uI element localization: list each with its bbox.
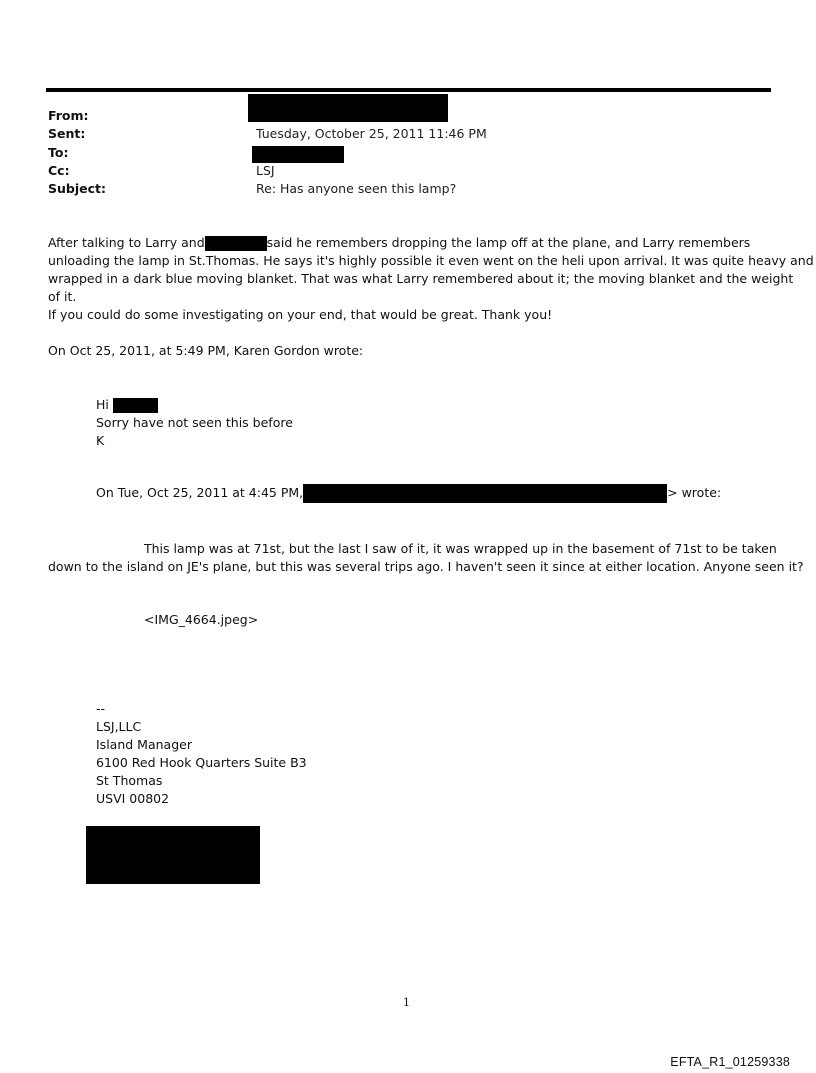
sig-company: LSJ,LLC [96,719,142,734]
body-line-1 [48,234,750,252]
quote-intro-2a: On Tue, Oct 25, 2011 at 4:45 PM, [96,485,304,500]
sig-title: Island Manager [96,737,192,752]
sig-address: 6100 Red Hook Quarters Suite B3 [96,755,307,770]
to-redaction [252,146,344,163]
orig-line-2: down to the island on JE's plane, but this was several trips ago. I haven't seen it since at either location. Anyone seen it? [48,559,804,574]
signature-redaction [86,826,260,884]
sender-redaction [303,484,667,503]
sig-dash: -- [96,701,106,716]
reply-line-2: Sorry have not seen this before [96,415,293,430]
to-label: To: [48,145,69,160]
from-redaction [248,94,448,122]
page-number: 1 [403,996,410,1009]
header-rule [46,88,771,92]
quote-intro-2 [96,484,721,503]
body-line-2: unloading the lamp in St.Thomas. He says it's highly possible it even went on the heli upon arrival. It was quite heavy and [48,253,814,268]
body-line-5: If you could do some investigating on your end, that would be great. Thank you! [48,307,553,322]
hi-redaction [113,398,158,413]
reply-line-3: K [96,433,105,448]
attachment-name: <IMG_4664.jpeg> [144,612,259,627]
sent-value: Tuesday, October 25, 2011 11:46 PM [256,126,487,141]
sig-zip: USVI 00802 [96,791,170,806]
quote-intro-1: On Oct 25, 2011, at 5:49 PM, Karen Gordon wrote: [48,343,364,358]
from-label: From: [48,108,89,123]
quote-intro-2b: > wrote: [667,485,722,500]
body-line-1b: said he remembers dropping the lamp off at the plane, and Larry remembers [266,235,751,250]
subject-label: Subject: [48,181,106,196]
cc-label: Cc: [48,163,70,178]
bates-number: EFTA_R1_01259338 [670,1055,790,1069]
body-line-1a: After talking to Larry and [48,235,205,250]
reply-hi: Hi [96,397,109,412]
subject-value: Re: Has anyone seen this lamp? [256,181,457,196]
reply-hi-line [96,396,158,414]
body-line-3: wrapped in a dark blue moving blanket. That was what Larry remembered about it; the moving blanket and the weight [48,271,794,286]
sig-city: St Thomas [96,773,163,788]
sent-label: Sent: [48,126,86,141]
body-line-4: of it. [48,289,77,304]
name-redaction [205,236,267,251]
cc-value: LSJ [256,163,275,178]
orig-line-1: This lamp was at 71st, but the last I saw of it, it was wrapped up in the basement of 71st to be taken [144,541,777,556]
